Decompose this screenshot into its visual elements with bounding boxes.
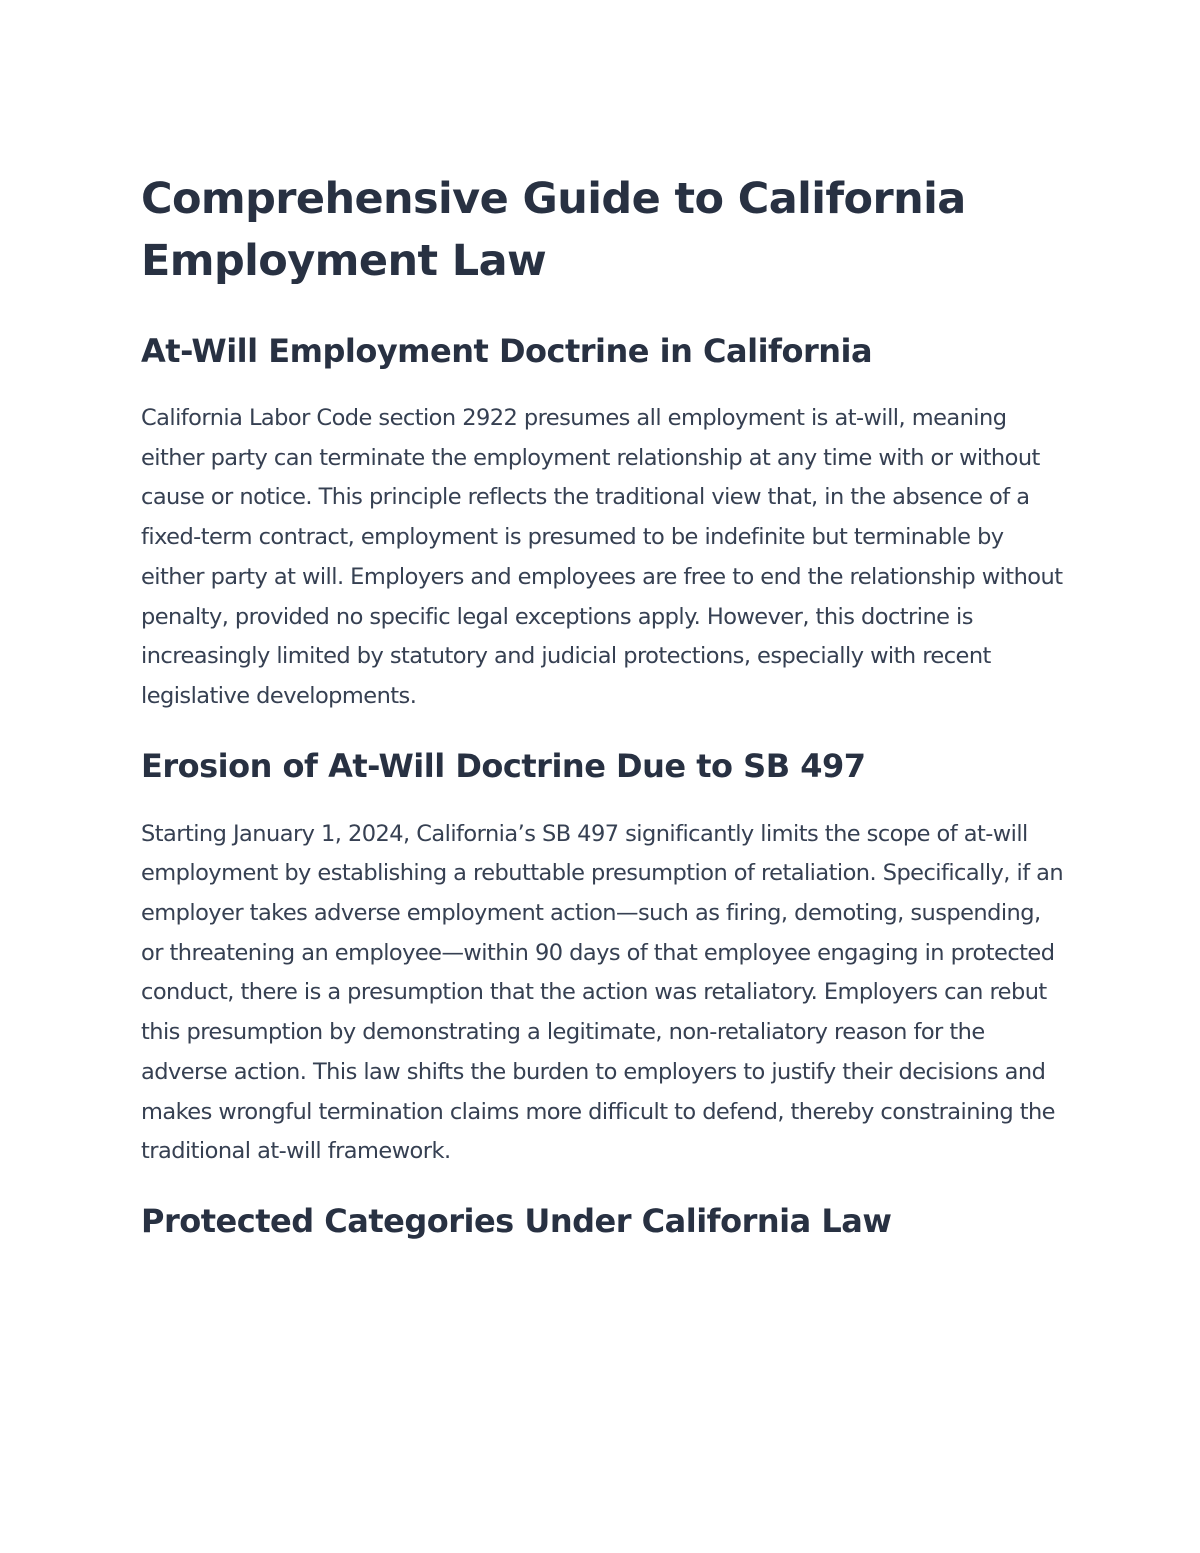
section-heading-protected-categories: Protected Categories Under California Law (141, 1201, 892, 1240)
section-body-sb497-erosion: Starting January 1, 2024, California’s SB 497 significantly limits the scope of at-will employment by establishing a rebuttable presumption of retaliation. Specifically, if an employer takes adverse employment action—such as firing, demoting, suspending, or threatening an employee—within 90 days of that employee engaging in protected conduct, there is a presumption that the action was retaliatory. Employers can rebut this presumption by demonstrating a legitimate, non-retaliatory reason for the adverse action. This law shifts the burden to employers to justify their decisions and makes wrongful termination claims more difficult to defend, thereby constraining the traditional at-will framework. (141, 820, 1064, 1165)
section-body-at-will-doctrine: California Labor Code section 2922 presumes all employment is at-will, meaning either party can terminate the employment relationship at any time with or without cause or notice. This principle reflects the traditional view that, in the absence of a fixed-term contract, employment is presumed to be indefinite but terminable by either party at will. Employers and employees are free to end the relationship without penalty, provided no specific legal exceptions apply. However, this doctrine is increasingly limited by statutory and judicial protections, especially with recent legislative developments. (141, 405, 1063, 709)
document-title: Comprehensive Guide to California Employment Law (141, 174, 966, 286)
section-heading-sb497-erosion: Erosion of At-Will Doctrine Due to SB 497 (141, 746, 866, 785)
section-heading-at-will-doctrine: At-Will Employment Doctrine in California (141, 332, 873, 370)
document-page (141, 168, 1066, 1243)
